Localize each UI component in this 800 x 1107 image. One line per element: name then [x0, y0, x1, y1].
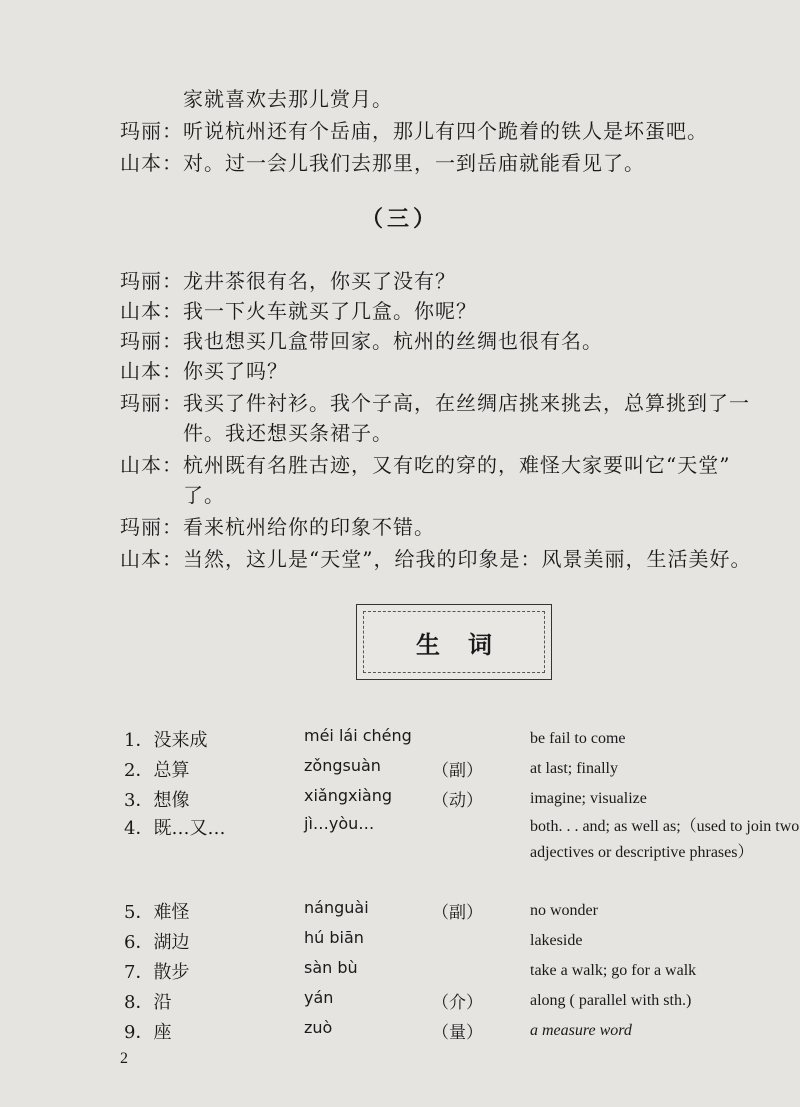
section-title: （三） — [360, 207, 439, 232]
vocab-row — [0, 928, 800, 956]
vocab-pos: （副） — [432, 903, 483, 923]
vocab-heading: 生词 — [416, 630, 520, 659]
dialogue-line: 了。 — [120, 483, 225, 507]
vocab-word: 6．湖边 — [124, 932, 190, 953]
vocab-english: lakeside — [530, 932, 583, 949]
vocab-word: 7．散步 — [124, 962, 190, 983]
dialogue-line: 山本：当然，这儿是“天堂”，给我的印象是：风景美丽，生活美好。 — [120, 547, 752, 571]
page-number: 2 — [120, 1050, 128, 1067]
dialogue-line: 家就喜欢去那儿赏月。 — [120, 87, 393, 111]
dialogue-line: 玛丽：我也想买几盒带回家。杭州的丝绸也很有名。 — [120, 329, 603, 353]
dialogue-line: 山本：你买了吗？ — [120, 359, 288, 383]
vocab-english: a measure word — [530, 1022, 632, 1039]
vocab-row — [0, 1018, 800, 1046]
vocab-english: no wonder — [530, 902, 598, 919]
vocab-english: at last; finally — [530, 760, 618, 777]
vocab-pinyin: hú biān — [304, 928, 364, 947]
vocab-word: 9．座 — [124, 1022, 172, 1043]
vocab-pinyin: yán — [304, 988, 334, 1007]
vocab-row — [0, 726, 800, 754]
dialogue-line: 山本：对。过一会儿我们去那里，一到岳庙就能看见了。 — [120, 151, 645, 175]
vocab-english: imagine; visualize — [530, 790, 647, 807]
vocab-english: both. . . and; as well as;（used to join two adjectives or descriptive phrases） — [530, 818, 800, 861]
vocab-pinyin: jì…yòu… — [304, 814, 375, 833]
vocab-word: 5．难怪 — [124, 902, 190, 923]
vocab-english: be fail to come — [530, 730, 626, 747]
dialogue-line: 山本：我一下火车就买了几盒。你呢？ — [120, 299, 477, 323]
vocab-row — [0, 898, 800, 926]
vocab-row — [0, 988, 800, 1016]
vocab-pinyin: zǒngsuàn — [304, 756, 381, 775]
vocab-row — [0, 814, 800, 892]
vocab-english: along ( parallel with sth.) — [530, 992, 692, 1009]
vocab-pos: （副） — [432, 761, 483, 781]
vocab-word: 8．沿 — [124, 992, 172, 1013]
vocab-pinyin: méi lái chéng — [304, 726, 412, 745]
dialogue-line: 山本：杭州既有名胜古迹，又有吃的穿的，难怪大家要叫它“天堂” — [120, 453, 731, 477]
dialogue-line: 玛丽：龙井茶很有名，你买了没有？ — [120, 269, 456, 293]
vocab-pos: （介） — [432, 993, 483, 1013]
vocab-pinyin: sàn bù — [304, 958, 358, 977]
vocab-pos: （量） — [432, 1023, 483, 1043]
vocab-word: 3．想像 — [124, 790, 190, 811]
vocab-word: 1．没来成 — [124, 730, 208, 751]
dialogue-line: 玛丽：我买了件衬衫。我个子高，在丝绸店挑来挑去，总算挑到了一 — [120, 391, 750, 415]
vocab-pinyin: xiǎngxiàng — [304, 786, 393, 805]
vocab-word: 4．既…又… — [124, 818, 226, 839]
vocab-heading-box — [356, 604, 552, 680]
vocab-pos: （动） — [432, 791, 483, 811]
vocab-row — [0, 958, 800, 986]
vocab-english: take a walk; go for a walk — [530, 962, 697, 979]
dialogue-line: 件。我还想买条裙子。 — [120, 421, 393, 445]
vocab-word: 2．总算 — [124, 760, 190, 781]
vocab-pinyin: zuò — [304, 1018, 333, 1037]
dialogue-line: 玛丽：看来杭州给你的印象不错。 — [120, 515, 435, 539]
vocab-row — [0, 786, 800, 814]
vocab-row — [0, 756, 800, 784]
dialogue-line: 玛丽：听说杭州还有个岳庙，那儿有四个跪着的铁人是坏蛋吧。 — [120, 119, 708, 143]
vocab-pinyin: nánguài — [304, 898, 369, 917]
